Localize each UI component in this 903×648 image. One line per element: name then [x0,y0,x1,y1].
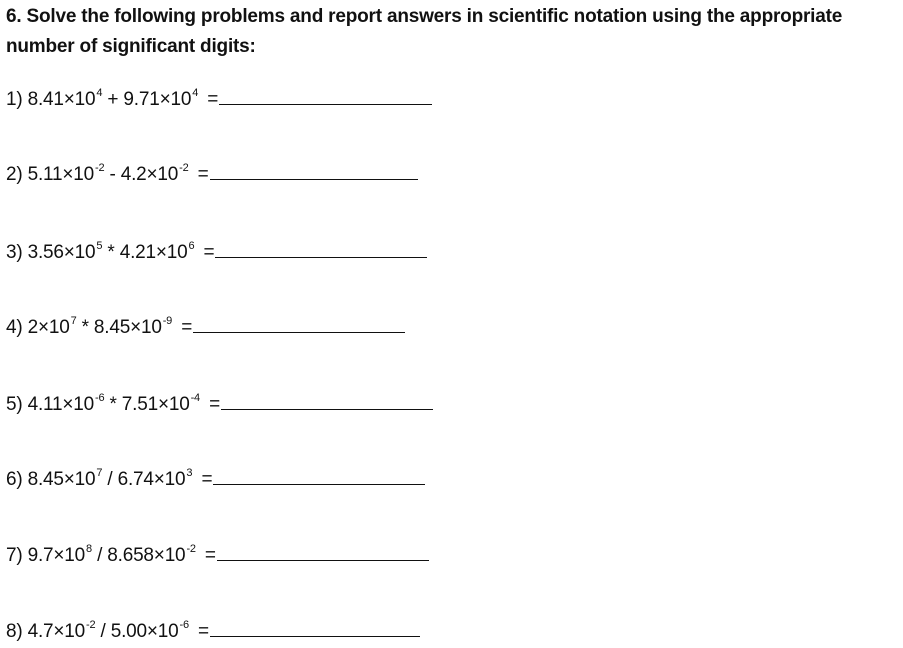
heading-line-2: number of significant digits: [6,36,256,57]
operand-b: 9.71×10 [123,89,192,110]
operator: - [109,164,116,185]
equals-sign: = [209,394,220,415]
problem-8 [6,620,420,646]
operand-b: 4.2×10 [120,164,179,185]
exponent-b: 6 [188,240,195,252]
operand-b: 8.658×10 [107,545,186,566]
answer-blank-6[interactable] [213,468,425,485]
problem-number: 8) [6,621,23,642]
exponent-b: -9 [162,315,173,327]
answer-blank-5[interactable] [221,393,433,410]
problem-number: 3) [6,242,23,263]
operator: * [81,317,89,338]
problem-1 [6,88,432,114]
equals-sign: = [204,545,216,566]
problem-number: 5) [6,394,23,415]
answer-blank-4[interactable] [193,316,405,333]
operand-a: 5.11×10 [27,164,94,185]
operand-a: 2×10 [27,317,70,338]
operator: / [107,469,113,490]
operand-b: 6.74×10 [117,469,186,490]
equals-sign: = [201,469,213,490]
problem-4 [6,316,405,342]
operand-b: 5.00×10 [110,621,179,642]
problem-number: 2) [6,164,23,185]
operator: * [107,242,115,263]
operator: * [109,394,117,415]
operator: / [97,545,103,566]
question-heading [6,2,901,62]
problem-number: 4) [6,317,23,338]
operand-a: 8.41×10 [27,89,96,110]
problem-number: 6) [6,469,23,490]
operator: / [100,621,106,642]
problem-6 [6,468,425,494]
operand-a: 8.45×10 [27,469,96,490]
equals-sign: = [198,621,209,642]
operand-a: 4.11×10 [27,394,94,415]
exponent-a: -2 [95,162,105,174]
exponent-a: 5 [96,240,103,252]
exponent-a: -2 [86,619,96,631]
equals-sign: = [207,89,219,110]
operator: + [107,89,119,110]
operand-a: 3.56×10 [27,242,96,263]
equals-sign: = [203,242,215,263]
answer-blank-1[interactable] [219,88,432,105]
exponent-b: -6 [179,619,189,631]
answer-blank-3[interactable] [215,241,427,258]
exponent-a: 4 [96,87,103,99]
operand-a: 9.7×10 [27,545,86,566]
exponent-b: 3 [186,467,193,479]
exponent-b: -2 [179,162,189,174]
exponent-b: -2 [186,543,196,555]
exponent-b: -4 [190,392,200,404]
operand-a: 4.7×10 [27,621,86,642]
problem-7 [6,544,429,570]
equals-sign: = [181,317,193,338]
operand-b: 7.51×10 [121,394,190,415]
exponent-a: 7 [96,467,103,479]
exponent-a: 8 [86,543,92,555]
exponent-a: -6 [95,392,105,404]
answer-blank-2[interactable] [210,163,418,180]
answer-blank-8[interactable] [210,620,420,637]
problem-2 [6,163,418,189]
problem-number: 7) [6,545,23,566]
operand-b: 4.21×10 [119,242,188,263]
problem-5 [6,393,433,419]
equals-sign: = [197,164,209,185]
exponent-a: 7 [70,315,77,327]
exponent-b: 4 [192,87,199,99]
answer-blank-7[interactable] [217,544,429,561]
problem-3 [6,241,427,267]
operand-b: 8.45×10 [93,317,162,338]
heading-line-1: 6. Solve the following problems and report answers in scientific notation using the appropriate [6,6,843,27]
problem-number: 1) [6,89,23,110]
